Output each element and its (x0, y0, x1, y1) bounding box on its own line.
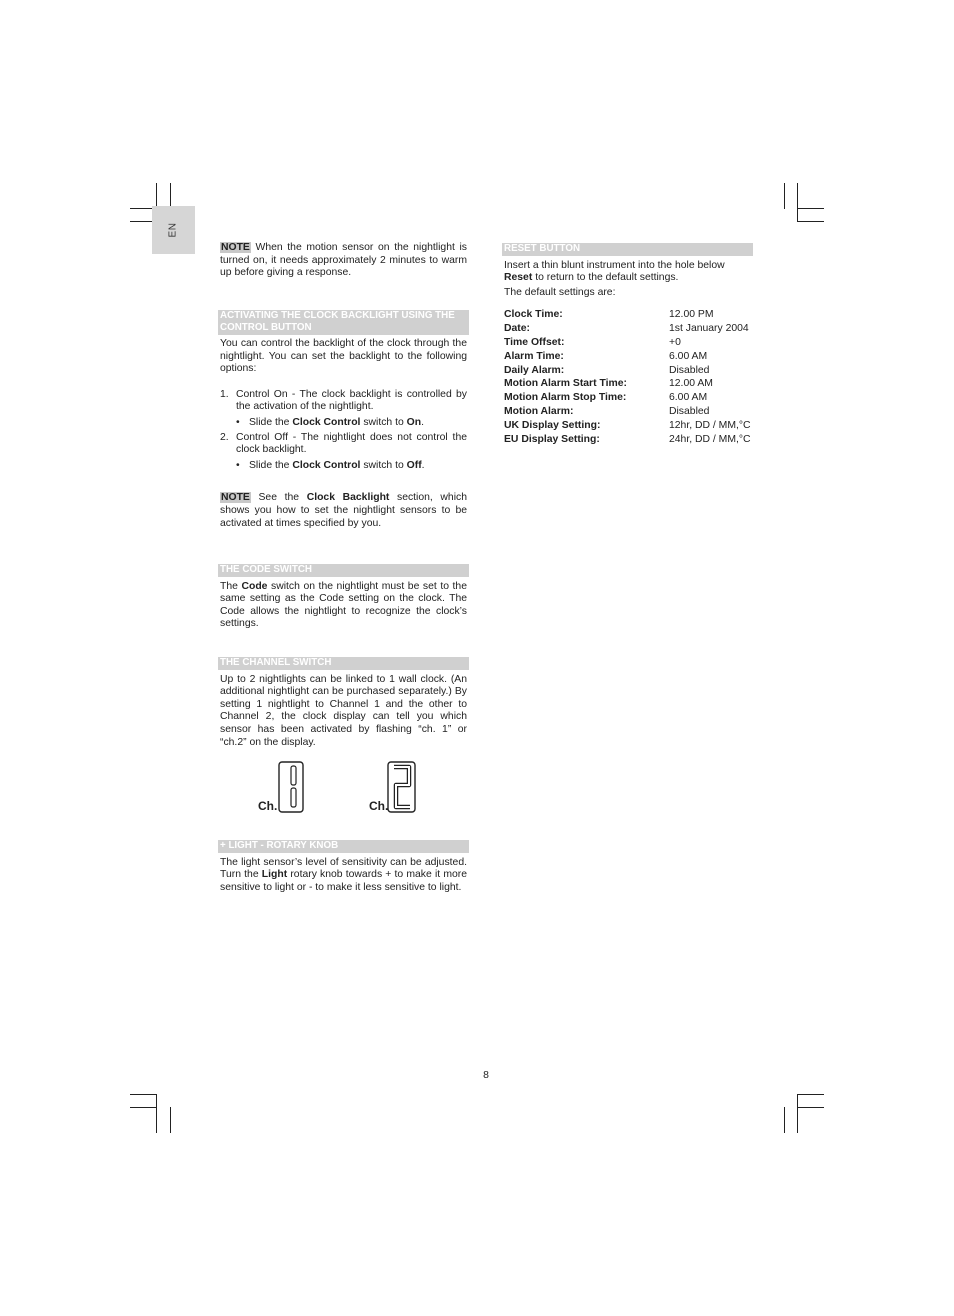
setting-key: Alarm Time: (504, 350, 564, 362)
crop-mark (797, 1094, 824, 1095)
section-heading-light: + LIGHT - ROTARY KNOB (218, 840, 469, 853)
list-item-number: 1. (220, 388, 229, 400)
bullet-end: . (421, 416, 424, 428)
table-row (504, 309, 756, 323)
bullet-value: On (406, 416, 422, 428)
note-text: section, which shows you how to set the nightlight sensors to be activated at times specified by you. (220, 492, 467, 529)
light-bold: Light (261, 869, 288, 881)
channel-display-label: Ch. (369, 799, 389, 813)
note-bold: Clock Backlight (306, 492, 390, 504)
section-heading-reset: RESET BUTTON (502, 243, 753, 256)
setting-value: +0 (669, 336, 681, 348)
crop-mark (797, 183, 798, 222)
crop-mark (170, 1107, 171, 1133)
note-text: See the (258, 492, 307, 504)
bullet-icon: • (236, 416, 240, 428)
reset-text-post: to return to the default settings. (532, 272, 679, 284)
setting-value: 6.00 AM (669, 350, 708, 362)
setting-key: Daily Alarm: (504, 364, 565, 376)
crop-mark (797, 221, 824, 222)
list-item-text: Control Off - The nightlight does not control the clock backlight. (236, 431, 467, 456)
table-row (504, 351, 756, 365)
light-knob-section (220, 840, 467, 894)
code-text (220, 581, 467, 631)
table-row (504, 392, 756, 406)
bullet-end: . (421, 459, 425, 471)
setting-value: 12hr, DD / MM,°C (669, 420, 751, 432)
channel-1-display (256, 760, 308, 814)
crop-mark (130, 1107, 157, 1108)
page-number: 8 (483, 1070, 489, 1081)
list-item (220, 389, 467, 414)
table-row (504, 365, 756, 379)
channel-switch-section (220, 657, 467, 749)
setting-key: Date: (504, 322, 530, 334)
setting-value: Disabled (669, 406, 710, 418)
reset-instruction (504, 260, 751, 285)
code-switch-section (220, 564, 467, 631)
channel-2-display (367, 760, 419, 814)
bullet-item (220, 417, 467, 430)
list-item (220, 432, 467, 457)
code-bold: Code (241, 580, 268, 592)
bullet-text: Slide the (249, 416, 293, 428)
right-column (504, 243, 751, 299)
setting-key: Motion Alarm: (504, 406, 574, 418)
table-row (504, 337, 756, 351)
setting-key: Motion Alarm Stop Time: (504, 392, 627, 404)
crop-mark (784, 183, 785, 209)
bullet-text: switch to (360, 459, 407, 471)
bullet-item (220, 460, 467, 473)
crop-mark (784, 1107, 785, 1133)
setting-value: 12.00 PM (669, 309, 714, 320)
crop-mark (797, 1107, 824, 1108)
setting-key: UK Display Setting: (504, 420, 601, 432)
bullet-bold: Clock Control (292, 459, 361, 471)
table-row (504, 406, 756, 420)
light-text-pre: The light sensor’s level of sensitivity can be adjusted. Turn the (220, 856, 467, 881)
code-text-pre: The (220, 580, 242, 592)
bullet-icon: • (236, 459, 240, 471)
note-label: NOTE (221, 492, 250, 504)
list-item-text: Control On - The clock backlight is controlled by the activation of the nightlight. (236, 388, 467, 413)
language-tab-label: EN (167, 222, 179, 238)
table-row (504, 378, 756, 392)
crop-mark (130, 1094, 157, 1095)
setting-key: Time Offset: (504, 336, 565, 348)
section-heading-channel: THE CHANNEL SWITCH (218, 657, 469, 670)
crop-mark (797, 208, 824, 209)
section-heading-backlight: ACTIVATING THE CLOCK BACKLIGHT USING THE CONTROL BUTTON (218, 310, 469, 335)
light-text (220, 857, 467, 895)
setting-key: EU Display Setting: (504, 434, 600, 446)
reset-bold: Reset (504, 272, 533, 284)
setting-key: Clock Time: (504, 309, 563, 320)
bullet-text: Slide the (249, 459, 293, 471)
bullet-text: switch to (360, 416, 407, 428)
light-text-post: rotary knob towards + to make it more sensitive to light or - to make it less sensitive to light. (220, 869, 467, 893)
lcd-digit-2-icon (367, 760, 419, 814)
code-text-post: switch on the nightlight must be set to the same setting as the Code setting on the clock. The Code allows the nightlight to recognize the clock’s settings. (220, 580, 467, 630)
crop-mark (156, 1094, 157, 1133)
backlight-intro: You can control the backlight of the clock through the nightlight. You can set the backlight to the following options: (220, 337, 467, 375)
bullet-bold: Clock Control (292, 416, 361, 428)
note-motion-warmup (220, 242, 467, 280)
channel-text: Up to 2 nightlights can be linked to 1 wall clock. (An additional nightlight can be purchased separately.) By setting 1 nightlight to Channel 1 and the other to Channel 2, the clock display can tell you which sensor has been activated by flashing “ch. 1” or “ch.2” on the display. (220, 673, 467, 748)
setting-value: 12.00 AM (669, 378, 713, 390)
bullet-value: Off (406, 459, 422, 471)
reset-text-pre: Insert a thin blunt instrument into the hole below (504, 259, 725, 271)
lcd-digit-1-icon (256, 760, 308, 814)
setting-value: 6.00 AM (669, 392, 708, 404)
reset-defaults-intro: The default settings are: (504, 286, 616, 298)
left-column (220, 242, 467, 530)
setting-key: Motion Alarm Start Time: (504, 378, 627, 390)
list-item-number: 2. (220, 431, 229, 443)
note-label: NOTE (221, 242, 250, 253)
crop-mark (797, 1094, 798, 1133)
note-clock-backlight (220, 492, 467, 530)
section-heading-code: THE CODE SWITCH (218, 564, 469, 577)
table-row (504, 323, 756, 337)
setting-value: 24hr, DD / MM,°C (669, 434, 751, 446)
note-text: When the motion sensor on the nightlight is turned on, it needs approximately 2 minutes to warm up before giving a response. (220, 242, 467, 279)
table-row (504, 420, 756, 434)
setting-value: Disabled (669, 364, 710, 376)
table-row (504, 434, 756, 448)
setting-value: 1st January 2004 (669, 322, 749, 334)
default-settings-table (504, 309, 756, 448)
channel-display-label: Ch. (258, 799, 278, 813)
backlight-options (220, 389, 467, 473)
language-tab (152, 206, 195, 254)
